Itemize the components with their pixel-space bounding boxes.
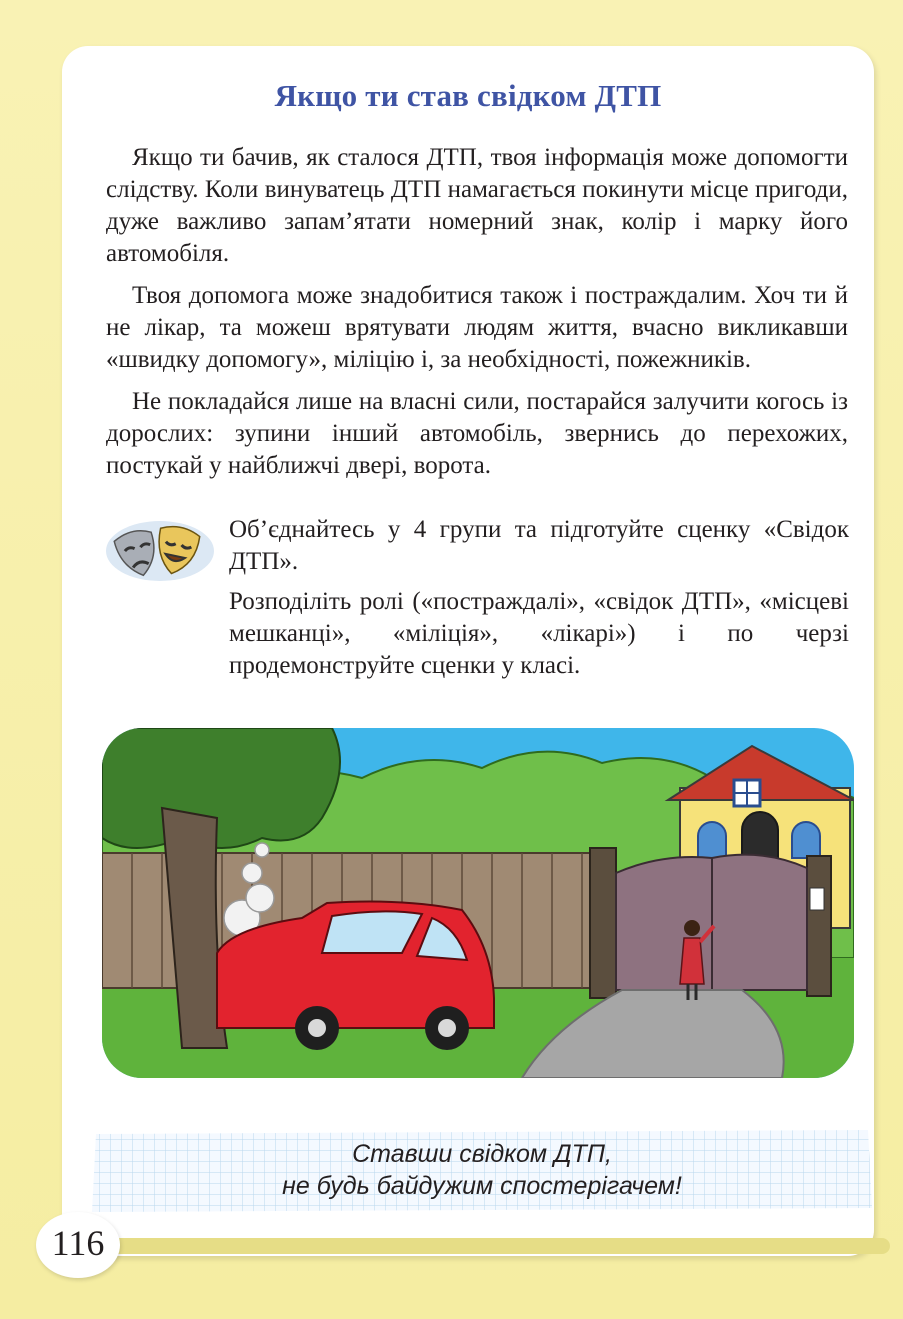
paragraph: Не покладайся лише на власні сили, постарайся залучити когось із дорослих: зупини інший автомобіль, звернись до перехожих, постукай у найближчі двері, ворота. <box>106 388 848 479</box>
motto-text <box>88 1138 876 1202</box>
motto-line: Ставши свідком ДТП, <box>352 1140 612 1168</box>
page-title: Якщо ти став свідком ДТП <box>274 78 662 113</box>
motto-line: не будь байдужим спостерігачем! <box>282 1172 682 1200</box>
body-text <box>106 142 848 492</box>
task-block <box>229 514 849 690</box>
theater-masks-icon <box>104 514 216 588</box>
page-number: 116 <box>51 1223 105 1263</box>
task-paragraph: Розподіліть ролі («постраждалі», «свідок ДТП», «місцеві мешканці», «міліція», «лікарі») і по черзі продемонструйте сценки у класі. <box>229 588 849 679</box>
paragraph: Твоя допомога може знадобитися також і постраждалим. Хоч ти й не лікар, та можеш врятувати людям життя, вчасно викликавши «швидку допомогу», міліцію і, за необхідності, пожежників. <box>106 282 848 373</box>
car-crash-illustration <box>102 728 854 1078</box>
task-paragraph: Об’єднайтесь у 4 групи та підготуйте сценку «Свідок ДТП». <box>229 516 849 575</box>
bottom-rule <box>110 1238 890 1254</box>
paragraph: Якщо ти бачив, як сталося ДТП, твоя інформація може допомогти слідству. Коли винуватець ДТП намагається покинути місце пригоди, дуже важливо запам’ятати номерний знак, колір і марку його автомобіля. <box>106 144 848 267</box>
